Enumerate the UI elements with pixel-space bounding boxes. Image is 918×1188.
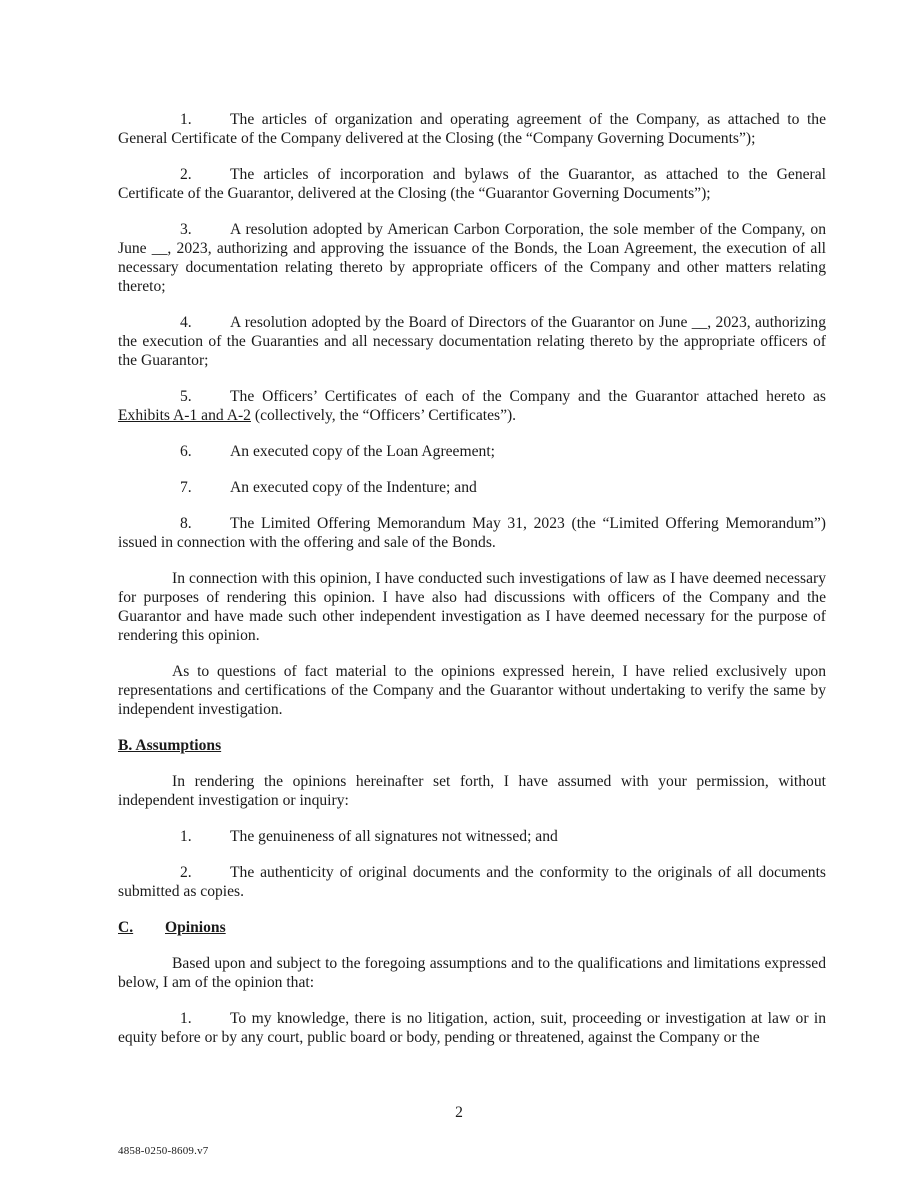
assumption-item-1 <box>118 827 826 846</box>
item-text: The articles of organization and operating agreement of the Company, as attached to the General Certificate of the Company delivered at the Closing (the “Company Governing Documents”); <box>118 111 826 147</box>
item-number: 2. <box>180 166 192 183</box>
item-text: An executed copy of the Loan Agreement; <box>230 443 495 460</box>
item-number: 1. <box>180 111 192 128</box>
item-number: 1. <box>180 828 192 845</box>
item-number: 5. <box>180 388 192 405</box>
item-text: A resolution adopted by the Board of Directors of the Guarantor on June __, 2023, authorizing the execution of the Guaranties and all necessary documentation relating thereto by the appropriate officers of the Guarantor; <box>118 314 826 369</box>
list-item-a4 <box>118 313 826 370</box>
opinions-heading <box>118 918 826 937</box>
item-number: 4. <box>180 314 192 331</box>
list-item-a8 <box>118 514 826 552</box>
item-number: 3. <box>180 221 192 238</box>
assumptions-heading: B. Assumptions <box>118 737 222 754</box>
page-number: 2 <box>455 1104 463 1121</box>
list-item-a5 <box>118 387 826 425</box>
opinions-intro: Based upon and subject to the foregoing assumptions and to the qualifications and limitations expressed below, I am of the opinion that: <box>118 955 826 991</box>
item-number: 1. <box>180 1010 192 1027</box>
list-item-a1 <box>118 110 826 148</box>
assumptions-intro: In rendering the opinions hereinafter set forth, I have assumed with your permission, without independent investigation or inquiry: <box>118 773 826 809</box>
item-number: 8. <box>180 515 192 532</box>
item-number: 7. <box>180 479 192 496</box>
opinion-item-1 <box>118 1009 826 1047</box>
item-text: The genuineness of all signatures not witnessed; and <box>230 828 558 845</box>
investigation-paragraph: In connection with this opinion, I have conducted such investigations of law as I have deemed necessary for purposes of rendering this opinion. I have also had discussions with officers of the Company and the Guarantor and have made such other independent investigation as I have deemed necessary for the purpose of rendering this opinion. <box>118 570 826 644</box>
item-text: To my knowledge, there is no litigation, action, suit, proceeding or investigation at law or in equity before or by any court, public board or body, pending or threatened, against the Company or the <box>118 1010 826 1046</box>
document-id: 4858-0250-8609.v7 <box>118 1145 209 1157</box>
list-item-a7 <box>118 478 826 497</box>
facts-paragraph: As to questions of fact material to the opinions expressed herein, I have relied exclusively upon representations and certifications of the Company and the Guarantor without undertaking to verify the same by independent investigation. <box>118 663 826 718</box>
list-item-a3 <box>118 220 826 296</box>
item-text: An executed copy of the Indenture; and <box>230 479 477 496</box>
exhibits-reference: Exhibits A-1 and A-2 <box>118 407 251 424</box>
list-item-a6 <box>118 442 826 461</box>
assumption-item-2 <box>118 863 826 901</box>
section-title: Opinions <box>165 919 226 936</box>
item-text-continued: (collectively, the “Officers’ Certificates”). <box>250 407 517 424</box>
item-text: The authenticity of original documents and the conformity to the originals of all documents submitted as copies. <box>118 864 826 900</box>
item-text: The Officers’ Certificates of each of the Company and the Guarantor attached hereto as <box>230 388 826 405</box>
item-text: The Limited Offering Memorandum May 31, 2023 (the “Limited Offering Memorandum”) issued in connection with the offering and sale of the Bonds. <box>118 515 826 551</box>
section-letter: C. <box>118 919 134 936</box>
list-item-a2 <box>118 165 826 203</box>
item-number: 2. <box>180 864 192 881</box>
page-body <box>118 110 826 1064</box>
item-text: The articles of incorporation and bylaws of the Guarantor, as attached to the General Certificate of the Guarantor, delivered at the Closing (the “Guarantor Governing Documents”); <box>118 166 826 202</box>
item-text: A resolution adopted by American Carbon Corporation, the sole member of the Company, on June __, 2023, authorizing and approving the issuance of the Bonds, the Loan Agreement, the execution of all necessary documentation relating thereto by appropriate officers of the Company and other matters relating thereto; <box>118 221 826 295</box>
item-number: 6. <box>180 443 192 460</box>
